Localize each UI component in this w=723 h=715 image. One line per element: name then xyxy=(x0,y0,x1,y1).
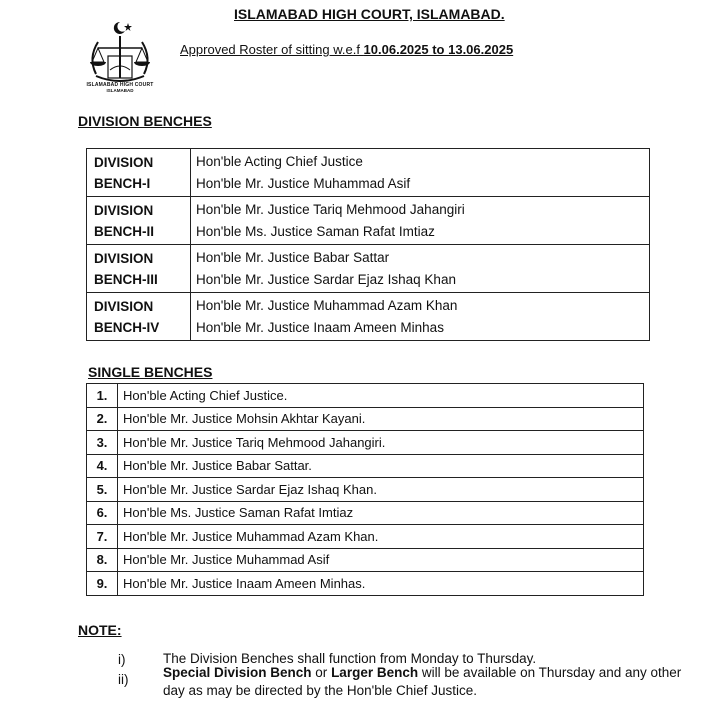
judge-name: Hon'ble Ms. Justice Saman Rafat Imtiaz xyxy=(118,501,644,525)
court-title: ISLAMABAD HIGH COURT, ISLAMABAD. xyxy=(234,6,505,22)
note-connector: or xyxy=(311,665,332,680)
table-row xyxy=(87,572,644,596)
table-row xyxy=(87,407,644,431)
bench-name-line2: BENCH-IV xyxy=(94,319,160,335)
table-row xyxy=(87,431,644,455)
judge-name: Hon'ble Mr. Justice Tariq Mehmood Jahangiri xyxy=(196,201,465,217)
bench-name xyxy=(87,149,191,197)
bench-name-line2: BENCH-III xyxy=(94,271,158,287)
judge-name: Hon'ble Mr. Justice Muhammad Azam Khan xyxy=(196,297,458,313)
row-number: 3. xyxy=(87,431,118,455)
single-benches-heading: SINGLE BENCHES xyxy=(88,364,213,380)
judge-name: Hon'ble Mr. Justice Babar Sattar. xyxy=(118,454,644,478)
table-row xyxy=(87,197,650,245)
judge-name: Hon'ble Mr. Justice Muhammad Asif xyxy=(196,175,411,191)
bench-judges xyxy=(191,149,650,197)
table-row xyxy=(87,478,644,502)
judge-name: Hon'ble Acting Chief Justice. xyxy=(118,384,644,408)
bench-judges xyxy=(191,197,650,245)
bench-name xyxy=(87,245,191,293)
bench-judges xyxy=(191,293,650,341)
row-number: 5. xyxy=(87,478,118,502)
judge-name: Hon'ble Mr. Justice Muhammad Azam Khan. xyxy=(118,525,644,549)
bench-name-line1: DIVISION xyxy=(94,298,154,314)
logo-text-line2: ISLAMABAD xyxy=(106,88,134,93)
roster-dates: 10.06.2025 to 13.06.2025 xyxy=(363,42,514,57)
note-bold-special-bench: Special Division Bench xyxy=(163,665,312,680)
judge-name: Hon'ble Mr. Justice Muhammad Asif xyxy=(118,548,644,572)
note-rest: will be available on Thursday and any other day as may be directed by the Hon'ble Chief Justice. xyxy=(163,665,682,698)
note-bold-larger-bench: Larger Bench xyxy=(331,665,419,680)
table-row xyxy=(87,245,650,293)
row-number: 2. xyxy=(87,407,118,431)
judge-name: Hon'ble Ms. Justice Saman Rafat Imtiaz xyxy=(196,223,435,239)
judge-name: Hon'ble Mr. Justice Inaam Ameen Minhas. xyxy=(118,572,644,596)
table-row xyxy=(87,548,644,572)
bench-name-line1: DIVISION xyxy=(94,202,154,218)
roster-title xyxy=(180,42,513,57)
bench-judges xyxy=(191,245,650,293)
row-number: 6. xyxy=(87,501,118,525)
note-text: The Division Benches shall function from Monday to Thursday. xyxy=(163,651,537,666)
logo-text-line1: ISLAMABAD HIGH COURT xyxy=(86,82,154,88)
row-number: 9. xyxy=(87,572,118,596)
judge-name: Hon'ble Mr. Justice Babar Sattar xyxy=(196,249,390,265)
single-benches-table xyxy=(86,383,644,596)
table-row xyxy=(87,501,644,525)
judge-name: Hon'ble Mr. Justice Sardar Ejaz Ishaq Khan. xyxy=(118,478,644,502)
bench-name xyxy=(87,197,191,245)
row-number: 1. xyxy=(87,384,118,408)
bench-name-line2: BENCH-I xyxy=(94,175,151,191)
judge-name: Hon'ble Mr. Justice Inaam Ameen Minhas xyxy=(196,319,444,335)
note-index: ii) xyxy=(118,672,129,687)
judge-name: Hon'ble Mr. Justice Mohsin Akhtar Kayani. xyxy=(118,407,644,431)
bench-name xyxy=(87,293,191,341)
note-index: i) xyxy=(118,652,126,667)
judge-name: Hon'ble Acting Chief Justice xyxy=(196,153,363,169)
bench-name-line1: DIVISION xyxy=(94,154,154,170)
table-row xyxy=(87,384,644,408)
note-heading: NOTE: xyxy=(78,622,122,638)
bench-name-line2: BENCH-II xyxy=(94,223,154,239)
note-text xyxy=(163,664,683,700)
judge-name: Hon'ble Mr. Justice Tariq Mehmood Jahangiri. xyxy=(118,431,644,455)
division-benches-table xyxy=(86,148,650,341)
table-row xyxy=(87,454,644,478)
table-row xyxy=(87,149,650,197)
row-number: 8. xyxy=(87,548,118,572)
bench-name-line1: DIVISION xyxy=(94,250,154,266)
table-row xyxy=(87,293,650,341)
division-benches-heading: DIVISION BENCHES xyxy=(78,113,212,129)
table-row xyxy=(87,525,644,549)
row-number: 4. xyxy=(87,454,118,478)
roster-prefix: Approved Roster of sitting w.e.f xyxy=(180,42,364,57)
judge-name: Hon'ble Mr. Justice Sardar Ejaz Ishaq Khan xyxy=(196,271,456,287)
row-number: 7. xyxy=(87,525,118,549)
